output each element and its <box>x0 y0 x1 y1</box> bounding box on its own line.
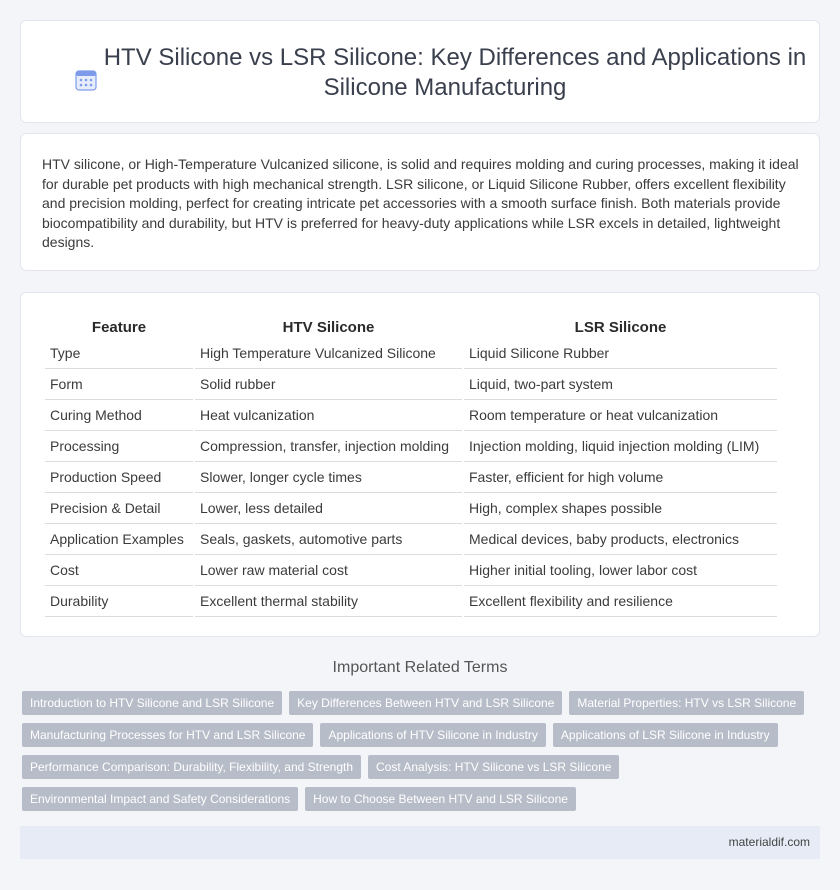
footer <box>20 826 820 859</box>
htv-cell: Seals, gaskets, automotive parts <box>195 524 462 555</box>
related-term-tag[interactable]: Introduction to HTV Silicone and LSR Silicone <box>22 691 282 715</box>
intro-card <box>20 133 820 271</box>
feature-cell: Processing <box>45 431 193 462</box>
related-term-tag[interactable]: Cost Analysis: HTV Silicone vs LSR Silicone <box>368 755 619 779</box>
table-header-row <box>45 316 777 338</box>
feature-cell: Durability <box>45 586 193 617</box>
feature-cell: Type <box>45 338 193 369</box>
htv-cell: Lower raw material cost <box>195 555 462 586</box>
lsr-cell: Liquid, two-part system <box>464 369 777 400</box>
lsr-cell: Injection molding, liquid injection molding (LIM) <box>464 431 777 462</box>
tag-row <box>22 723 812 747</box>
lsr-cell: Room temperature or heat vulcanization <box>464 400 777 431</box>
table-row <box>45 586 777 617</box>
table-row <box>45 338 777 369</box>
table-row <box>45 369 777 400</box>
htv-cell: Solid rubber <box>195 369 462 400</box>
intro-paragraph: HTV silicone, or High-Temperature Vulcanized silicone, is solid and requires molding and curing processes, making it ideal for durable pet products with high mechanical strength. LSR silicone, or Liquid Silicone Rubber, offers excellent flexibility and precision molding, perfect for creating intricate pet accessories with a smooth surface finish. Both materials provide biocompatibility and durability, but HTV is preferred for heavy-duty applications while LSR excels in detailed, lightweight designs. <box>42 156 799 250</box>
column-header-lsr: LSR Silicone <box>574 318 667 336</box>
table-row <box>45 524 777 555</box>
tag-row <box>22 755 812 779</box>
tag-row <box>22 787 812 811</box>
column-header-htv: HTV Silicone <box>282 318 375 336</box>
lsr-cell: Medical devices, baby products, electronics <box>464 524 777 555</box>
lsr-cell: Faster, efficient for high volume <box>464 462 777 493</box>
htv-cell: Lower, less detailed <box>195 493 462 524</box>
related-terms-heading: Important Related Terms <box>332 659 508 676</box>
feature-cell: Curing Method <box>45 400 193 431</box>
htv-cell: Excellent thermal stability <box>195 586 462 617</box>
table-row <box>45 462 777 493</box>
lsr-cell: High, complex shapes possible <box>464 493 777 524</box>
table-row <box>45 431 777 462</box>
comparison-card <box>20 292 820 637</box>
related-terms-list <box>22 691 812 819</box>
feature-cell: Production Speed <box>45 462 193 493</box>
related-term-tag[interactable]: Applications of LSR Silicone in Industry <box>553 723 778 747</box>
table-row <box>45 493 777 524</box>
lsr-cell: Liquid Silicone Rubber <box>464 338 777 369</box>
related-term-tag[interactable]: Manufacturing Processes for HTV and LSR Silicone <box>22 723 313 747</box>
table-row <box>45 555 777 586</box>
htv-cell: Heat vulcanization <box>195 400 462 431</box>
htv-cell: Slower, longer cycle times <box>195 462 462 493</box>
related-term-tag[interactable]: Key Differences Between HTV and LSR Silicone <box>289 691 562 715</box>
feature-cell: Application Examples <box>45 524 193 555</box>
comparison-table <box>43 316 779 617</box>
feature-cell: Cost <box>45 555 193 586</box>
lsr-cell: Excellent flexibility and resilience <box>464 586 777 617</box>
tag-row <box>22 691 812 715</box>
page-title: HTV Silicone vs LSR Silicone: Key Differences and Applications in Silicone Manufacturing <box>103 44 807 101</box>
related-term-tag[interactable]: Performance Comparison: Durability, Flexibility, and Strength <box>22 755 361 779</box>
table-row <box>45 400 777 431</box>
lsr-cell: Higher initial tooling, lower labor cost <box>464 555 777 586</box>
column-header-feature: Feature <box>91 318 147 336</box>
htv-cell: Compression, transfer, injection molding <box>195 431 462 462</box>
htv-cell: High Temperature Vulcanized Silicone <box>195 338 462 369</box>
feature-cell: Precision & Detail <box>45 493 193 524</box>
related-term-tag[interactable]: Applications of HTV Silicone in Industry <box>320 723 545 747</box>
feature-cell: Form <box>45 369 193 400</box>
related-term-tag[interactable]: How to Choose Between HTV and LSR Silicone <box>305 787 576 811</box>
footer-site-link[interactable]: materialdif.com <box>728 835 810 849</box>
title-card <box>20 20 820 123</box>
related-term-tag[interactable]: Material Properties: HTV vs LSR Silicone <box>569 691 804 715</box>
related-term-tag[interactable]: Environmental Impact and Safety Considerations <box>22 787 298 811</box>
